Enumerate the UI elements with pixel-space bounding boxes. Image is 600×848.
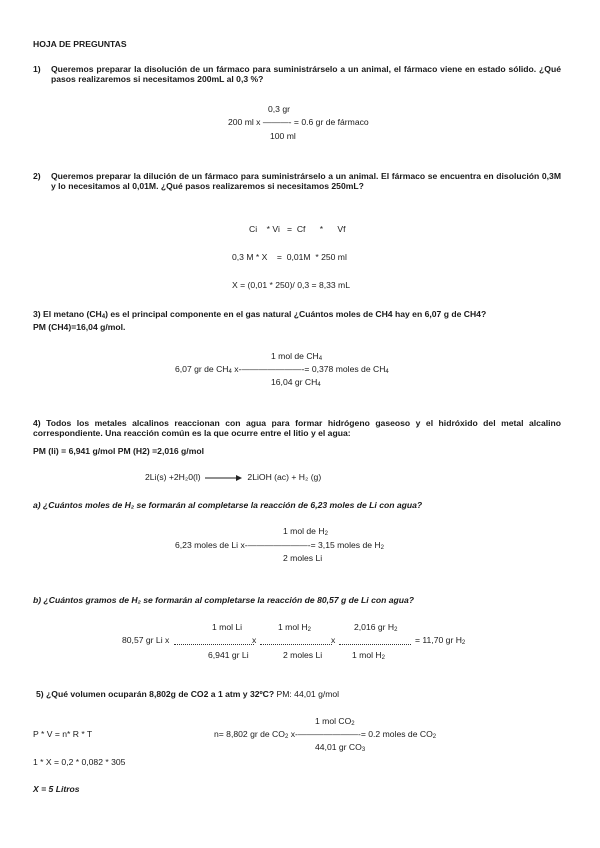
q4b-start: 80,57 gr Li x bbox=[122, 635, 170, 645]
q4a-question: a) ¿Cuántos moles de H₂ se formarán al completarse la reacción de 6,23 moles de Li con agua? bbox=[33, 500, 423, 510]
q4a-numerator: 1 mol de $H_2$ bbox=[283, 526, 328, 537]
q1-text: Queremos preparar la disolución de un fármaco para suministrárselo a un animal, el fármaco viene en estado sólido. ¿Qué pasos realizaremos si necesitamos 200mL al 0,3 %? bbox=[51, 64, 561, 85]
q5-moles-equation: n= 8,802 gr de $CO_2$ x-———————-= 0.2 moles de $CO_2$ bbox=[214, 729, 437, 740]
q5-question: 5) ¿Qué volumen ocuparán 8,802g de CO2 a 1 atm y 32ºC? bbox=[36, 689, 275, 699]
q3-pm: PM (CH4)=16,04 g/mol. bbox=[33, 322, 126, 332]
q2-substitution: 0,3 M * X = 0,01M * 250 ml bbox=[232, 252, 347, 262]
reaction-arrow-icon bbox=[205, 474, 243, 482]
q3-denominator: 16,04 gr $CH_4$ bbox=[271, 377, 321, 388]
q1-denominator: 100 ml bbox=[270, 131, 296, 141]
q4b-den-2: 2 moles Li bbox=[283, 650, 323, 660]
q4b-result: = 11,70 gr $H_2$ bbox=[415, 635, 466, 646]
q4b-dotted-line-2 bbox=[260, 635, 332, 645]
q2-text: Queremos preparar la dilución de un fármaco para suministrárselo a un animal. El fármaco se encuentra en disolución 0,3M y lo necesitamos al 0,01M. ¿Qué pasos realizaremos si necesitamos 250mL? bbox=[51, 171, 561, 192]
q3-text-b: ) es el principal componente en el gas natural ¿Cuántos moles de CH4 hay en 6,07 g de CH4? bbox=[105, 309, 487, 319]
q2-result: X = (0,01 * 250)/ 0,3 = 8,33 mL bbox=[232, 280, 351, 290]
q1-number: 1) bbox=[33, 64, 41, 74]
q4b-den-1: 6,941 gr Li bbox=[208, 650, 249, 660]
q3-sub: 4 bbox=[101, 314, 106, 320]
q5-pm: PM: 44,01 g/mol bbox=[276, 689, 340, 699]
q5-denominator: 44,01 gr $CO_3$ bbox=[315, 742, 366, 753]
q5-answer: X = 5 Litros bbox=[33, 784, 80, 794]
q4a-equation: 6,23 moles de Li x-———————-= 3,15 moles de $H_2$ bbox=[175, 540, 384, 551]
q2-formula: Ci * Vi = Cf * Vf bbox=[249, 224, 346, 234]
q4-reaction bbox=[145, 472, 321, 482]
q5-text bbox=[36, 689, 339, 699]
q5-substitution: 1 * X = 0,2 * 0,082 * 305 bbox=[33, 757, 126, 767]
q5-gas-law: P * V = n* R * T bbox=[33, 729, 93, 739]
q4b-num-3: 2,016 gr $H_2$ bbox=[354, 622, 398, 633]
q1-equation bbox=[228, 117, 369, 127]
q1-numerator: 0,3 gr bbox=[268, 104, 290, 114]
q3-equation: 6,07 gr de $CH_4$ x-———————-= 0,378 moles de $CH_4$ bbox=[175, 364, 389, 375]
q4-pm: PM (li) = 6,941 g/mol PM (H2) =2,016 g/mol bbox=[33, 446, 204, 456]
q4b-num-1: 1 mol Li bbox=[212, 622, 243, 632]
q4b-num-2: 1 mol $H_2$ bbox=[278, 622, 311, 633]
q3-text bbox=[33, 309, 486, 319]
q4b-times-2: x bbox=[331, 635, 336, 645]
q4-text: 4) Todos los metales alcalinos reaccionan con agua para formar hidrógeno gaseoso y el hidróxido del metal alcalino correspondiente. Una reacción común es la que ocurre entre el litio y el agua: bbox=[33, 418, 561, 439]
q1-dash: ———- bbox=[262, 117, 292, 127]
q4b-times-1: x bbox=[252, 635, 257, 645]
q5-numerator: 1 mol $CO_2$ bbox=[315, 716, 355, 727]
q3-text-a: 3) El metano (CH bbox=[33, 309, 102, 319]
page-title: HOJA DE PREGUNTAS bbox=[33, 39, 127, 49]
q1-left: 200 ml x bbox=[228, 117, 261, 127]
q1-result: = 0.6 gr de fármaco bbox=[293, 117, 369, 127]
q4b-dotted-line-1 bbox=[174, 635, 257, 645]
q4a-denominator: 2 moles Li bbox=[283, 553, 323, 563]
q4b-den-3: 1 mol $H_2$ bbox=[352, 650, 385, 661]
q3-numerator: 1 mol de $CH_4$ bbox=[271, 351, 323, 362]
q4b-dotted-line-3 bbox=[339, 635, 411, 645]
q4b-question: b) ¿Cuántos gramos de H₂ se formarán al completarse la reacción de 80,57 g de Li con agua? bbox=[33, 595, 415, 605]
reaction-reactants: 2Li(s) +2H₂0(l) bbox=[145, 472, 201, 482]
q2-number: 2) bbox=[33, 171, 41, 181]
reaction-products: 2LiOH (ac) + H₂ (g) bbox=[247, 472, 322, 482]
